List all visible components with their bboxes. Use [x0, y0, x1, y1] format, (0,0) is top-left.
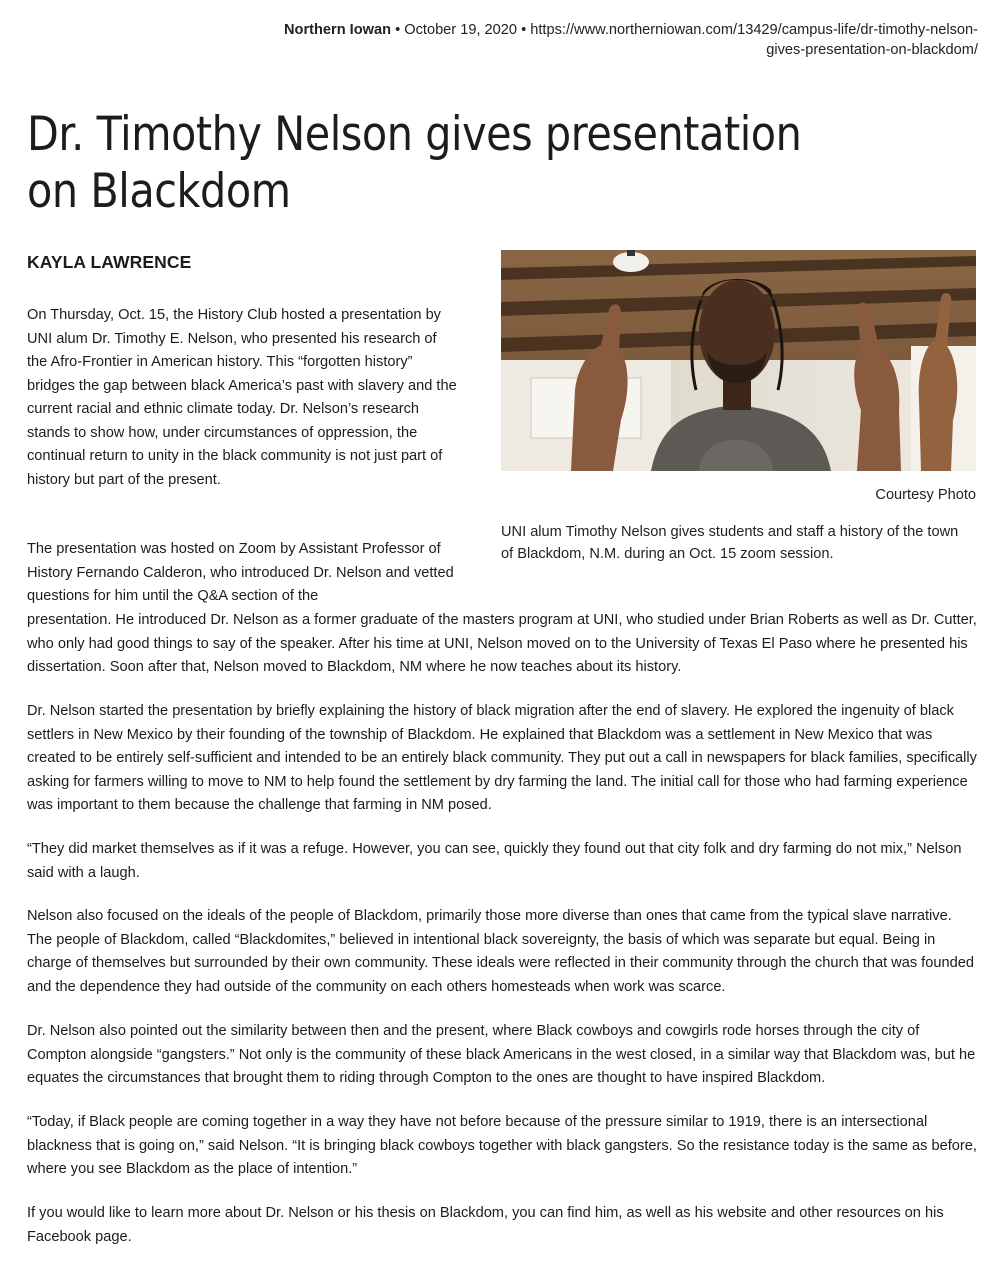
article-paragraph: Dr. Nelson started the presentation by briefly explaining the history of black migration after the end of slavery. He explored the ingenuity of black settlers in New Mexico by their founding of the township of Blackdom. He explained that Blackdom was a settlement in New Mexico that was created to be entirely self-sufficient and intended to be an entirely black community. They put out a call in newspapers for black families, specifically asking for farmers willing to move to NM to help found the settlement by dry farming the land. The initial call for those who had farming experience was important to them because the challenge that farming in NM posed. [27, 703, 977, 813]
header-separator: • [517, 22, 531, 38]
publication-date: October 19, 2020 [404, 22, 518, 38]
article-url-part2[interactable]: gives-presentation-on-blackdom/ [766, 42, 978, 58]
header-separator: • [391, 22, 405, 38]
photo-credit: Courtesy Photo [875, 487, 976, 503]
article-paragraph: “Today, if Black people are coming together in a way they have not before because of the pressure similar to 1919, there is an intersectional blackness that is going on,” said Nelson. “It is bringing black cowboys together with black gangsters. So the resistance today is the same as before, where you see Blackdom as the place of intention.” [27, 1114, 977, 1177]
article-title: Dr. Timothy Nelson gives presentation on Blackdom [27, 107, 802, 219]
author-byline: KAYLA LAWRENCE [27, 252, 192, 272]
article-paragraph: On Thursday, Oct. 15, the History Club hosted a presentation by UNI alum Dr. Timothy E. Nelson, who presented his research of the Afro-Frontier in American history. This “forgotten history” bridges the gap between black America’s past with slavery and the current racial and ethnic climate today. Dr. Nelson’s research stands to show how, under circumstances of oppression, the continual return to unity in the black community is not just part of history but part of the present. [27, 307, 457, 488]
photo-illustration [501, 250, 976, 471]
article-source-header [178, 20, 978, 60]
article-photo [501, 250, 976, 471]
article-paragraph: If you would like to learn more about Dr. Nelson or his thesis on Blackdom, you can find him, as well as his website and other resources on his Facebook page. [27, 1205, 944, 1245]
publication-name: Northern Iowan [284, 22, 392, 38]
article-url-part1[interactable]: https://www.northerniowan.com/13429/campus-life/dr-timothy-nelson- [530, 22, 978, 38]
article-url[interactable] [530, 22, 978, 58]
article-paragraph: The presentation was hosted on Zoom by Assistant Professor of History Fernando Calderon, who introduced Dr. Nelson and vetted questions for him until the Q&A section of the [27, 541, 454, 604]
article-paragraph: Dr. Nelson also pointed out the similarity between then and the present, where Black cowboys and cowgirls rode horses through the city of Compton alongside “gangsters.” Not only is the community of these black Americans in the west closed, in a similar way that Blackdom was, but he equates the circumstances that brought them to riding through Compton to the ones are thought to have inspired Blackdom. [27, 1023, 976, 1086]
article-paragraph: presentation. He introduced Dr. Nelson as a former graduate of the masters program at UNI, who studied under Brian Roberts as well as Dr. Cutter, who only had good things to say of the speaker. After his time at UNI, Nelson moved on to the University of Texas El Paso where he presented his dissertation. Soon after that, Nelson moved to Blackdom, NM where he now teaches about its history. [27, 612, 977, 675]
photo-caption: UNI alum Timothy Nelson gives students and staff a history of the town of Blackdom, N.M. during an Oct. 15 zoom session. [501, 524, 959, 562]
article-paragraph: “They did market themselves as if it was a refuge. However, you can see, quickly they found out that city folk and dry farming do not mix,” Nelson said with a laugh. [27, 841, 962, 881]
article-paragraph: Nelson also focused on the ideals of the people of Blackdom, primarily those more diverse than ones that came from the typical slave narrative. The people of Blackdom, called “Blackdomites,” believed in intentional black sovereignty, the basis of which was separate but equal. Being in charge of themselves but surrounded by their own community. These ideals were reflected in their community through the church that was founded and the dependence they had outside of the community on each others homesteads when work was scarce. [27, 908, 974, 995]
